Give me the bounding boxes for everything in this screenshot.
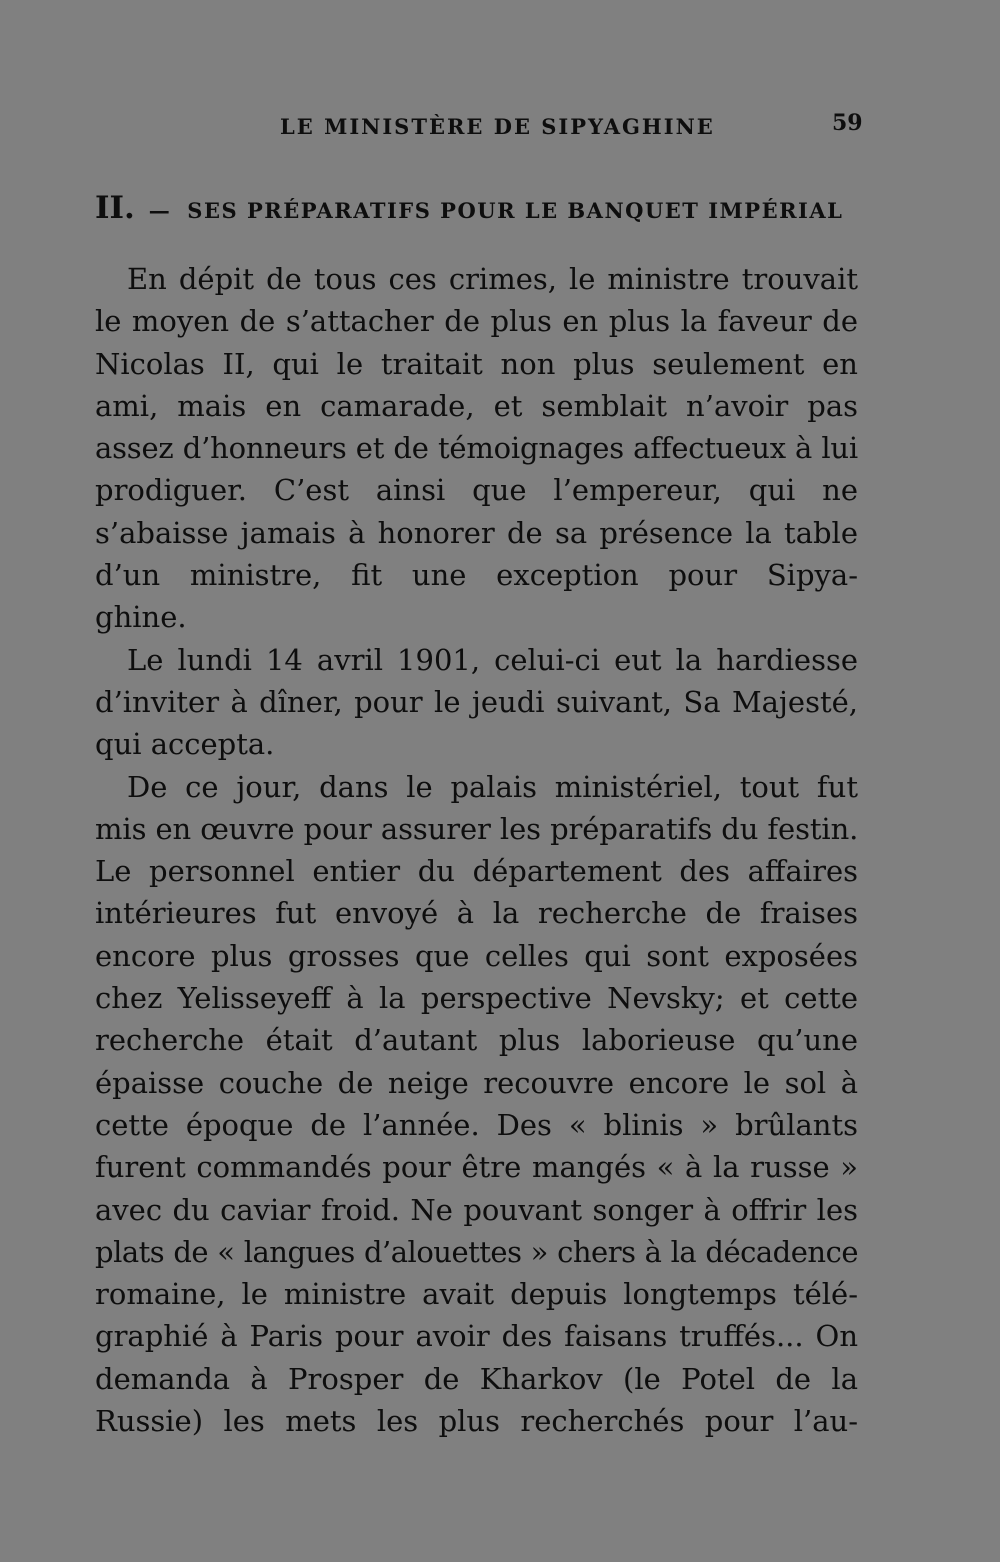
text-line: qui accepta. xyxy=(95,727,275,762)
section-dash: — xyxy=(148,198,172,223)
text-line: prodiguer. C’est ainsi que l’empereur, qui ne xyxy=(95,473,858,508)
section-number: II. xyxy=(95,190,135,226)
text-line: romaine, le ministre avait depuis longtemps télé- xyxy=(95,1277,858,1312)
text-line: le moyen de s’attacher de plus en plus la faveur de xyxy=(95,304,858,339)
text-line: avec du caviar froid. Ne pouvant songer à offrir les xyxy=(95,1192,858,1227)
text-line: recherche était d’autant plus laborieuse qu’une xyxy=(95,1023,858,1058)
text-line: intérieures fut envoyé à la recherche de fraises xyxy=(95,896,858,931)
text-line: demanda à Prosper de Kharkov (le Potel de la xyxy=(95,1361,858,1396)
text-line: d’inviter à dîner, pour le jeudi suivant, Sa Majesté, xyxy=(95,684,858,719)
text-line: encore plus grosses que celles qui sont exposées xyxy=(95,938,858,973)
page-number: 59 xyxy=(832,110,863,136)
text-line: plats de « langues d’alouettes » chers à la décadence xyxy=(95,1234,858,1269)
text-line: De ce jour, dans le palais ministériel, tout fut xyxy=(127,769,858,804)
text-line: Le lundi 14 avril 1901, celui-ci eut la hardiesse xyxy=(127,642,858,677)
section-title: SES PRÉPARATIFS POUR LE BANQUET IMPÉRIAL xyxy=(187,198,844,223)
text-line: mis en œuvre pour assurer les préparatifs du festin. xyxy=(95,811,859,846)
text-line: assez d’honneurs et de témoignages affectueux à lui xyxy=(95,431,858,466)
text-line: chez Yelisseyeff à la perspective Nevsky; et cette xyxy=(95,981,858,1016)
text-line: graphié à Paris pour avoir des faisans truffés... On xyxy=(95,1319,858,1354)
text-line: En dépit de tous ces crimes, le ministre trouvait xyxy=(127,262,858,296)
body-text xyxy=(95,258,858,1442)
text-line: Nicolas II, qui le traitait non plus seulement en xyxy=(95,346,858,381)
text-line: Le personnel entier du département des affaires xyxy=(95,854,858,889)
text-line: Russie) les mets les plus recherchés pour l’au- xyxy=(95,1404,858,1439)
text-line: furent commandés pour être mangés « à la russe » xyxy=(95,1150,858,1185)
text-line: cette époque de l’année. Des « blinis » brûlants xyxy=(95,1107,858,1142)
text-line: d’un ministre, fit une exception pour Sipya- xyxy=(95,558,858,593)
text-line: s’abaisse jamais à honorer de sa présence la table xyxy=(95,515,858,550)
section-heading xyxy=(95,190,858,226)
text-line: ami, mais en camarade, et semblait n’avoir pas xyxy=(95,388,858,423)
running-title: LE MINISTÈRE DE SIPYAGHINE xyxy=(280,114,715,139)
text-line: ghine. xyxy=(95,600,187,635)
text-line: épaisse couche de neige recouvre encore le sol à xyxy=(95,1065,858,1100)
